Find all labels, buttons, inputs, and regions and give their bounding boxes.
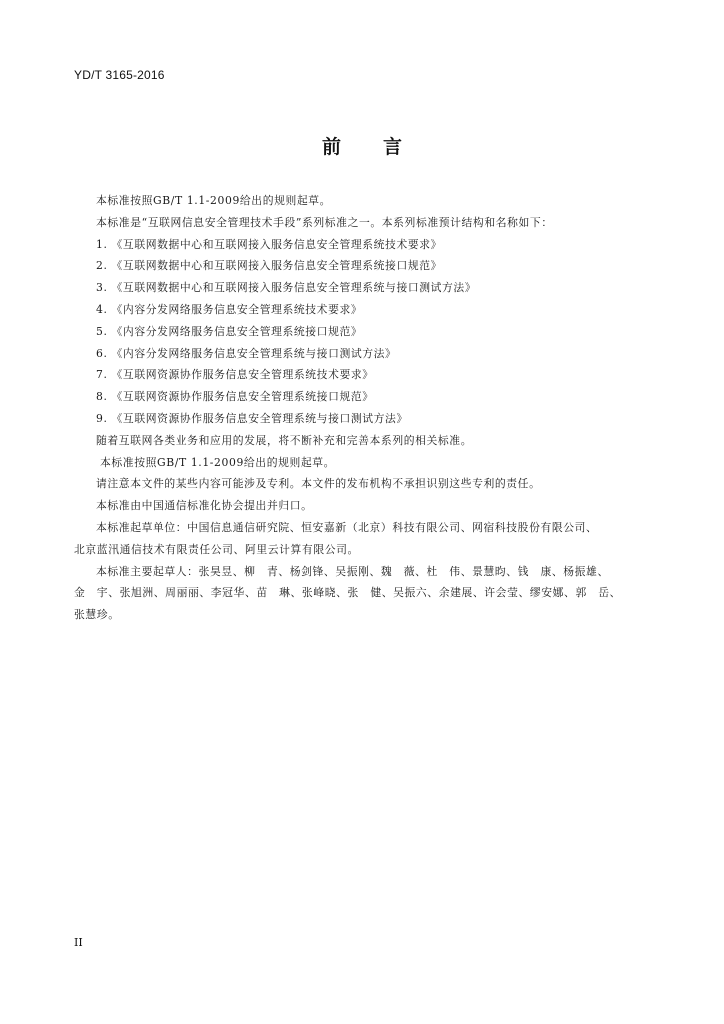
list-item: 4. 《内容分发网络服务信息安全管理系统技术要求》 bbox=[96, 302, 363, 316]
paragraph-line: 本标准是“互联网信息安全管理技术手段”系列标准之一。本系列标准预计结构和名称如下： bbox=[96, 215, 553, 229]
paragraph-line: 北京蓝汛通信技术有限责任公司、阿里云计算有限公司。 bbox=[74, 542, 359, 556]
paragraph-line: 张慧珍。 bbox=[74, 608, 120, 622]
paragraph-line: 本标准起草单位：中国信息通信研究院、恒安嘉新（北京）科技有限公司、网宿科技股份有限公司、 bbox=[96, 520, 598, 534]
foreword-body bbox=[74, 190, 654, 626]
paragraph-line: 本标准主要起草人：张昊昱、柳 青、杨剑锋、吴振刚、魏 薇、杜 伟、景慧昀、钱 康、杨振雄、 bbox=[96, 564, 609, 578]
page-title bbox=[0, 132, 724, 159]
list-item: 5. 《内容分发网络服务信息安全管理系统接口规范》 bbox=[96, 324, 363, 338]
list-item: 8. 《互联网资源协作服务信息安全管理系统接口规范》 bbox=[96, 390, 374, 404]
list-item: 2. 《互联网数据中心和互联网接入服务信息安全管理系统接口规范》 bbox=[96, 259, 443, 273]
list-item: 7. 《互联网资源协作服务信息安全管理系统技术要求》 bbox=[96, 368, 374, 382]
document-code: YD/T 3165-2016 bbox=[74, 68, 165, 82]
list-item: 6. 《内容分发网络服务信息安全管理系统与接口测试方法》 bbox=[96, 346, 397, 360]
paragraph-line: 本标准按照GB/T 1.1-2009给出的规则起草。 bbox=[100, 455, 336, 469]
list-item: 3. 《互联网数据中心和互联网接入服务信息安全管理系统与接口测试方法》 bbox=[96, 281, 477, 295]
paragraph-line: 请注意本文件的某些内容可能涉及专利。本文件的发布机构不承担识别这些专利的责任。 bbox=[96, 477, 541, 491]
title-char-2: 言 bbox=[383, 136, 403, 158]
list-item: 9. 《互联网资源协作服务信息安全管理系统与接口测试方法》 bbox=[96, 411, 408, 425]
paragraph-line: 本标准由中国通信标准化协会提出并归口。 bbox=[96, 499, 313, 513]
paragraph-line: 金 宇、张旭洲、周丽丽、李冠华、苗 琳、张峰晓、张 健、吴振六、余建展、许会莹、缪安娜、郭 岳、 bbox=[74, 586, 622, 600]
paragraph-line: 本标准按照GB/T 1.1-2009给出的规则起草。 bbox=[96, 194, 332, 207]
list-item: 1. 《互联网数据中心和互联网接入服务信息安全管理系统技术要求》 bbox=[96, 237, 443, 251]
paragraph-line: 随着互联网各类业务和应用的发展，将不断补充和完善本系列的相关标准。 bbox=[96, 433, 473, 447]
page-number: II bbox=[74, 936, 83, 949]
title-char-1: 前 bbox=[321, 136, 341, 158]
